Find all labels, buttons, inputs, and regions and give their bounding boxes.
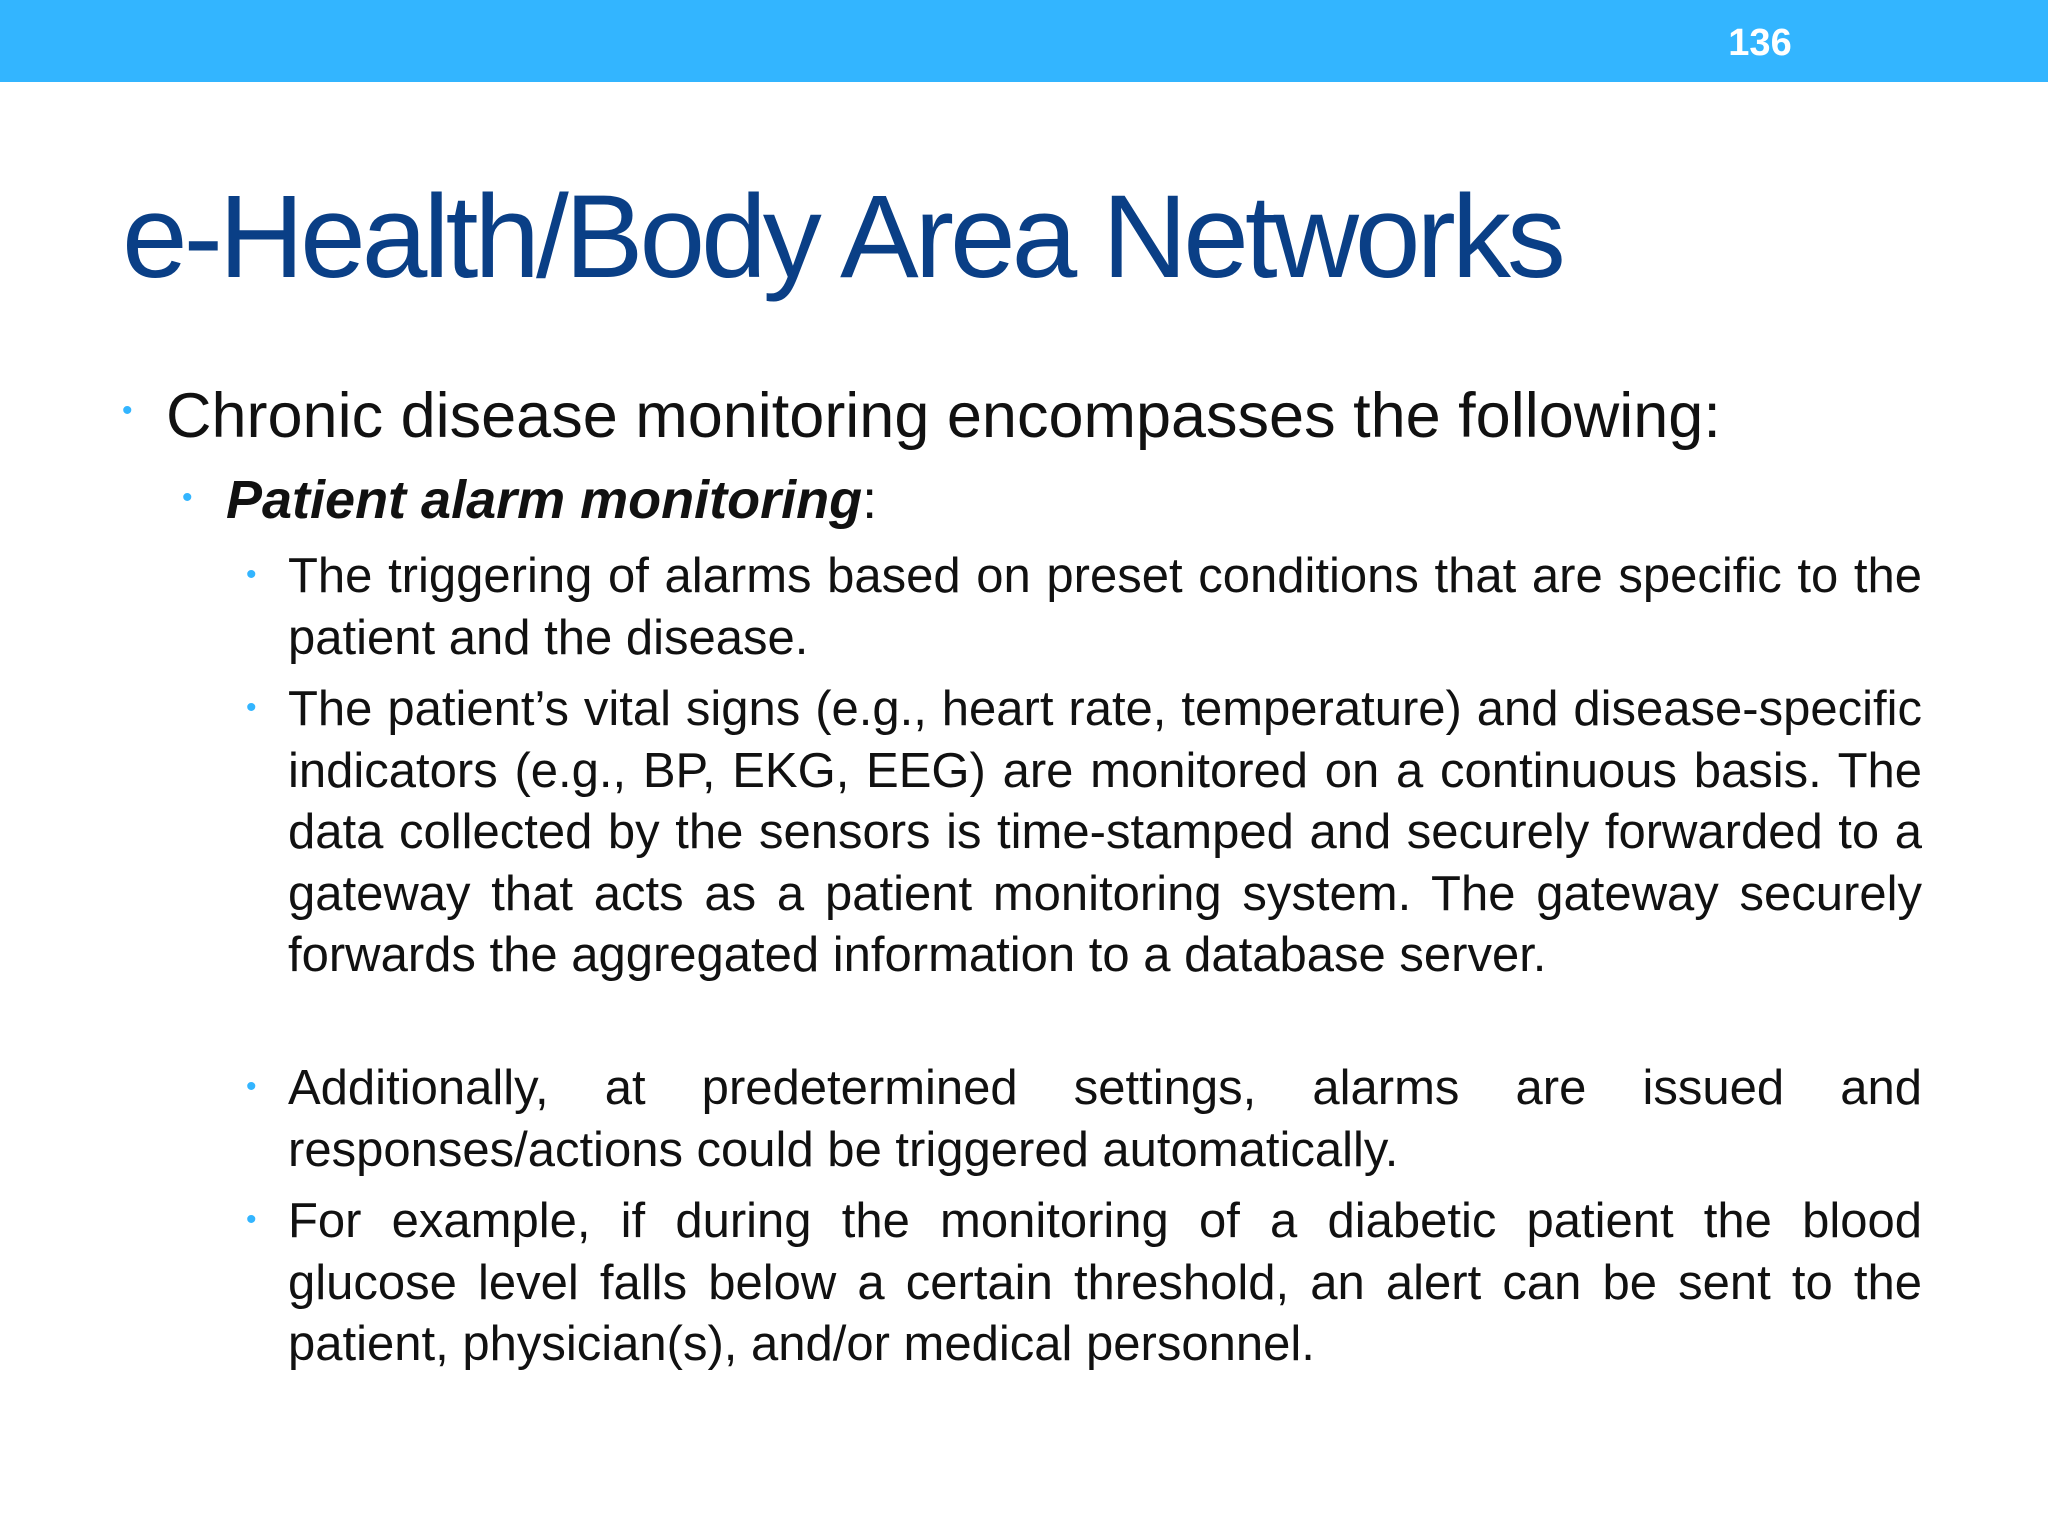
bullet-text: The triggering of alarms based on preset conditions that are specific to the patient and the disease.: [288, 549, 1922, 665]
bullet-dot-icon: •: [246, 1203, 257, 1236]
bullet-dot-icon: •: [122, 394, 133, 427]
page-number: 136: [1728, 22, 1792, 64]
bullet-text: [226, 468, 877, 532]
bullet-dot-icon: •: [182, 481, 193, 514]
bullet-dot-icon: •: [246, 1070, 257, 1103]
bullet-text: The patient’s vital signs (e.g., heart rate, temperature) and disease-specific indicators (e.g., BP, EKG, EEG) are monitored on a continuous basis. The data collected by the sensors is time-stamped and securely forwarded to a gateway that acts as a patient monitoring system. The gateway securely forwards the aggregated information to a database server.: [288, 682, 1922, 982]
bullet-text: For example, if during the monitoring of a diabetic patient the blood glucose level falls below a certain threshold, an alert can be sent to the patient, physician(s), and/or medical personnel.: [288, 1194, 1922, 1371]
colon-text: :: [862, 470, 878, 530]
bullet-text: Chronic disease monitoring encompasses the following:: [166, 381, 1721, 451]
emphasis-text: Patient alarm monitoring: [226, 470, 863, 530]
bullet-text: Additionally, at predetermined settings, alarms are issued and responses/actions could be triggered automatically.: [288, 1061, 1922, 1177]
bullet-dot-icon: •: [246, 691, 257, 724]
slide-title: e-Health/Body Area Networks: [122, 171, 1562, 303]
bullet-dot-icon: •: [246, 558, 257, 591]
header-bar: [0, 0, 2048, 82]
